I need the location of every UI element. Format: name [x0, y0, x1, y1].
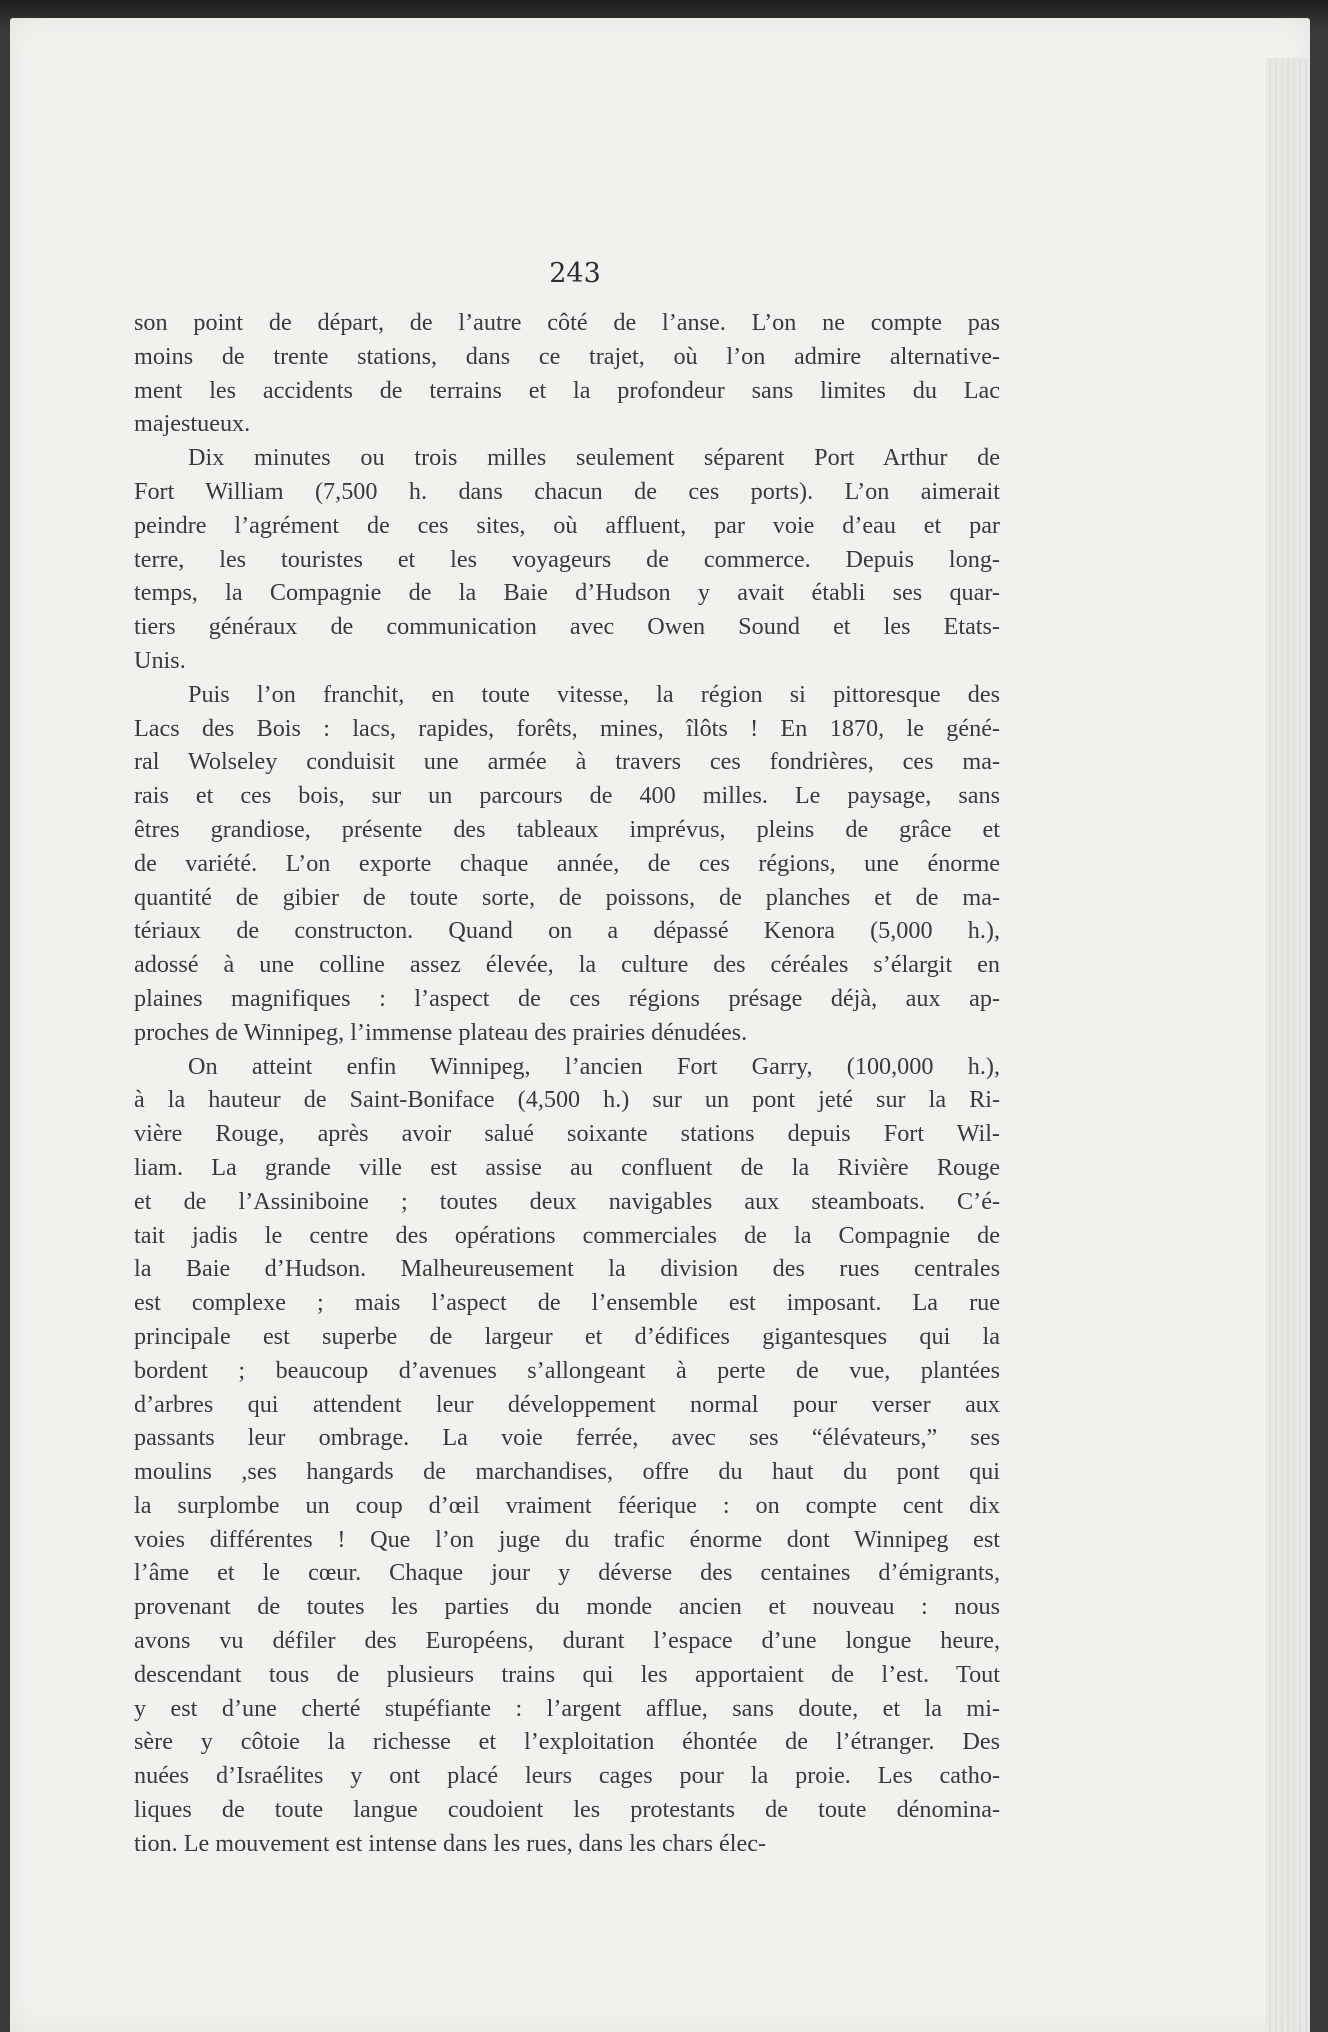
- text-line: quantité de gibier de toute sorte, de poissons, de planches et de ma-: [134, 883, 1000, 911]
- text-line: adossé à une colline assez élevée, la culture des céréales s’élargit en: [134, 951, 1000, 979]
- text-line: principale est superbe de largeur et d’édifices gigantesques qui la: [134, 1322, 1000, 1350]
- paragraph: [134, 678, 1000, 1050]
- text-line: proches de Winnipeg, l’immense plateau des prairies dénudées.: [134, 1018, 748, 1046]
- text-line: Lacs des Bois : lacs, rapides, forêts, mines, îlôts ! En 1870, le géné-: [134, 714, 1000, 742]
- text-line: passants leur ombrage. La voie ferrée, avec ses “élévateurs,” ses: [134, 1424, 1000, 1452]
- text-line: y est d’une cherté stupéfiante : l’argent afflue, sans doute, et la mi-: [134, 1694, 1000, 1722]
- page-number: 243: [549, 258, 601, 289]
- text-line: êtres grandiose, présente des tableaux imprévus, pleins de grâce et: [134, 815, 1000, 843]
- text-line: voies différentes ! Que l’on juge du trafic énorme dont Winnipeg est: [134, 1525, 1000, 1553]
- text-line: d’arbres qui attendent leur développement normal pour verser aux: [134, 1390, 1000, 1418]
- text-line: et de l’Assiniboine ; toutes deux navigables aux steamboats. C’é-: [134, 1187, 1000, 1215]
- text-line: Unis.: [134, 646, 186, 674]
- text-line: est complexe ; mais l’aspect de l’ensemble est imposant. La rue: [134, 1289, 1000, 1317]
- text-line: bordent ; beaucoup d’avenues s’allongeant à perte de vue, plantées: [134, 1356, 1000, 1384]
- text-line: tait jadis le centre des opérations commerciales de la Compagnie de: [134, 1221, 1000, 1249]
- text-line: de variété. L’on exporte chaque année, de ces régions, une énorme: [134, 849, 1000, 877]
- text-line: rais et ces bois, sur un parcours de 400 milles. Le paysage, sans: [134, 782, 1000, 810]
- text-line: son point de départ, de l’autre côté de l’anse. L’on ne compte pas: [134, 309, 1000, 336]
- text-line: la Baie d’Hudson. Malheureusement la division des rues centrales: [134, 1255, 1000, 1283]
- paragraph: [134, 441, 1000, 678]
- text-line: Dix minutes ou trois milles seulement séparent Port Arthur de: [188, 444, 1000, 472]
- text-line: provenant de toutes les parties du monde ancien et nouveau : nous: [134, 1593, 1000, 1621]
- text-line: temps, la Compagnie de la Baie d’Hudson y avait établi ses quar-: [134, 579, 1000, 607]
- paragraph: [134, 1050, 1000, 1861]
- text-line: sère y côtoie la richesse et l’exploitation éhontée de l’étranger. Des: [134, 1728, 1000, 1756]
- text-line: peindre l’agrément de ces sites, où affluent, par voie d’eau et par: [134, 511, 1000, 539]
- text-line: tion. Le mouvement est intense dans les rues, dans les chars élec-: [134, 1829, 767, 1857]
- text-line: nuées d’Israélites y ont placé leurs cages pour la proie. Les catho-: [134, 1762, 1000, 1790]
- text-line: liam. La grande ville est assise au confluent de la Rivière Rouge: [134, 1153, 1000, 1181]
- text-line: avons vu défiler des Européens, durant l’espace d’une longue heure,: [134, 1627, 1000, 1655]
- text-line: vière Rouge, après avoir salué soixante stations depuis Fort Wil-: [134, 1120, 1000, 1148]
- text-line: moins de trente stations, dans ce trajet, où l’on admire alternative-: [134, 342, 1000, 370]
- paragraph: [134, 306, 1000, 441]
- text-line: ral Wolseley conduisit une armée à travers ces fondrières, ces ma-: [134, 748, 1000, 776]
- text-line: Puis l’on franchit, en toute vitesse, la région si pittoresque des: [188, 680, 1000, 708]
- text-line: Fort William (7,500 h. dans chacun de ces ports). L’on aimerait: [134, 477, 1000, 505]
- text-line: majestueux.: [134, 410, 251, 438]
- text-line: liques de toute langue coudoient les protestants de toute dénomina-: [134, 1796, 1000, 1824]
- text-line: moulins ,ses hangards de marchandises, offre du haut du pont qui: [134, 1458, 1000, 1486]
- body-text: [134, 306, 1000, 1861]
- text-line: tiers généraux de communication avec Owen Sound et les Etats-: [134, 613, 1000, 641]
- page-edge-shadow: [1266, 58, 1310, 2032]
- text-line: ment les accidents de terrains et la profondeur sans limites du Lac: [134, 376, 1000, 404]
- text-line: On atteint enfin Winnipeg, l’ancien Fort Garry, (100,000 h.),: [188, 1052, 1000, 1080]
- text-line: tériaux de constructon. Quand on a dépassé Kenora (5,000 h.),: [134, 917, 1000, 945]
- text-line: plaines magnifiques : l’aspect de ces régions présage déjà, aux ap-: [134, 984, 1000, 1012]
- text-line: descendant tous de plusieurs trains qui les apportaient de l’est. Tout: [134, 1660, 1000, 1688]
- text-line: à la hauteur de Saint-Boniface (4,500 h.) sur un pont jeté sur la Ri-: [134, 1086, 1000, 1114]
- text-line: la surplombe un coup d’œil vraiment féerique : on compte cent dix: [134, 1491, 1000, 1519]
- text-line: l’âme et le cœur. Chaque jour y déverse des centaines d’émigrants,: [134, 1559, 1000, 1587]
- text-line: terre, les touristes et les voyageurs de commerce. Depuis long-: [134, 545, 1000, 573]
